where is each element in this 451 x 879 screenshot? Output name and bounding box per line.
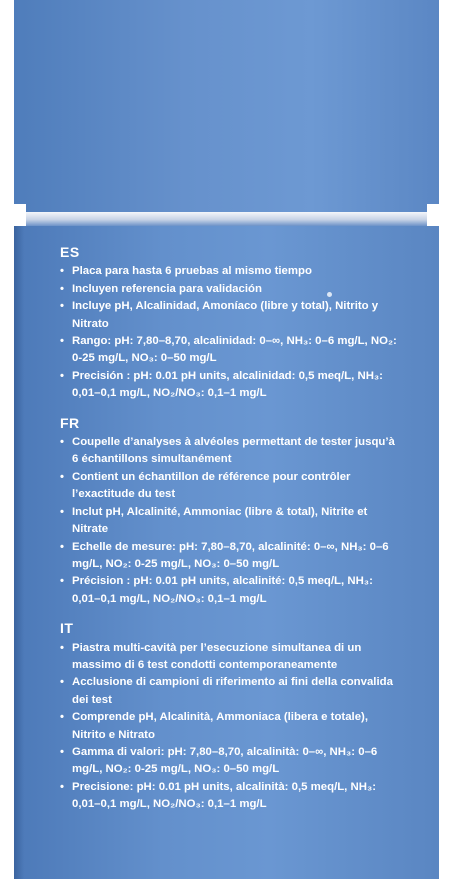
feature-list-es [60, 263, 400, 402]
section-es [60, 244, 400, 403]
list-item: • Echelle de mesure: pH: 7,80–8,70, alcalinité: 0–∞, NH₃: 0–6 mg/L, NO₂: 0-25 mg/L, NO₃: 0–50 mg/L [60, 539, 400, 574]
section-fr [60, 415, 400, 608]
list-item: • Précision : pH: 0.01 pH units, alcalinité: 0,5 meq/L, NH₃: 0,01–0,1 mg/L, NO₂/NO₃: 0,1–1 mg/L [60, 573, 400, 608]
flap-notch-left [14, 204, 26, 226]
list-item: • Coupelle d’analyses à alvéoles permettant de tester jusqu’à 6 échantillons simultanément [60, 434, 400, 469]
list-item: • Inclut pH, Alcalinité, Ammoniac (libre & total), Nitrite et Nitrate [60, 504, 400, 539]
list-item: • Incluye pH, Alcalinidad, Amoníaco (libre y total), Nitrito y Nitrato [60, 298, 400, 333]
flap-fold [14, 212, 439, 226]
list-item: • Placa para hasta 6 pruebas al mismo tiempo [60, 263, 400, 280]
feature-list-it [60, 640, 400, 814]
list-item: • Rango: pH: 7,80–8,70, alcalinidad: 0–∞, NH₃: 0–6 mg/L, NO₂: 0-25 mg/L, NO₃: 0–50 mg/L [60, 333, 400, 368]
list-item: • Incluyen referencia para validación [60, 281, 400, 298]
list-item: • Precisión : pH: 0.01 pH units, alcalinidad: 0,5 meq/L, NH₃: 0,01–0,1 mg/L, NO₂/NO₃: 0,1–1 mg/L [60, 368, 400, 403]
flap-notch-right [427, 204, 439, 226]
list-item: • Contient un échantillon de référence pour contrôler l’exactitude du test [60, 469, 400, 504]
list-item: • Precisione: pH: 0.01 pH units, alcalinità: 0,5 meq/L, NH₃: 0,01–0,1 mg/L, NO₂/NO₃: 0,1–1 mg/L [60, 779, 400, 814]
list-item: • Acclusione di campioni di riferimento ai fini della convalida dei test [60, 674, 400, 709]
list-item: • Comprende pH, Alcalinità, Ammoniaca (libera e totale), Nitrito e Nitrato [60, 709, 400, 744]
list-item: • Piastra multi-cavità per l’esecuzione simultanea di un massimo di 6 test condotti contemporaneamente [60, 640, 400, 675]
feature-list-fr [60, 434, 400, 608]
product-text [60, 244, 400, 826]
package-top-flap [14, 0, 439, 212]
section-it [60, 620, 400, 813]
language-code-fr: FR [60, 414, 80, 431]
language-code-es: ES [60, 244, 80, 260]
list-item: • Gamma di valori: pH: 7,80–8,70, alcalinità: 0–∞, NH₃: 0–6 mg/L, NO₂: 0-25 mg/L, NO₃: 0–50 mg/L [60, 744, 400, 779]
package-back-panel [14, 0, 439, 879]
language-code-it: IT [60, 620, 74, 637]
